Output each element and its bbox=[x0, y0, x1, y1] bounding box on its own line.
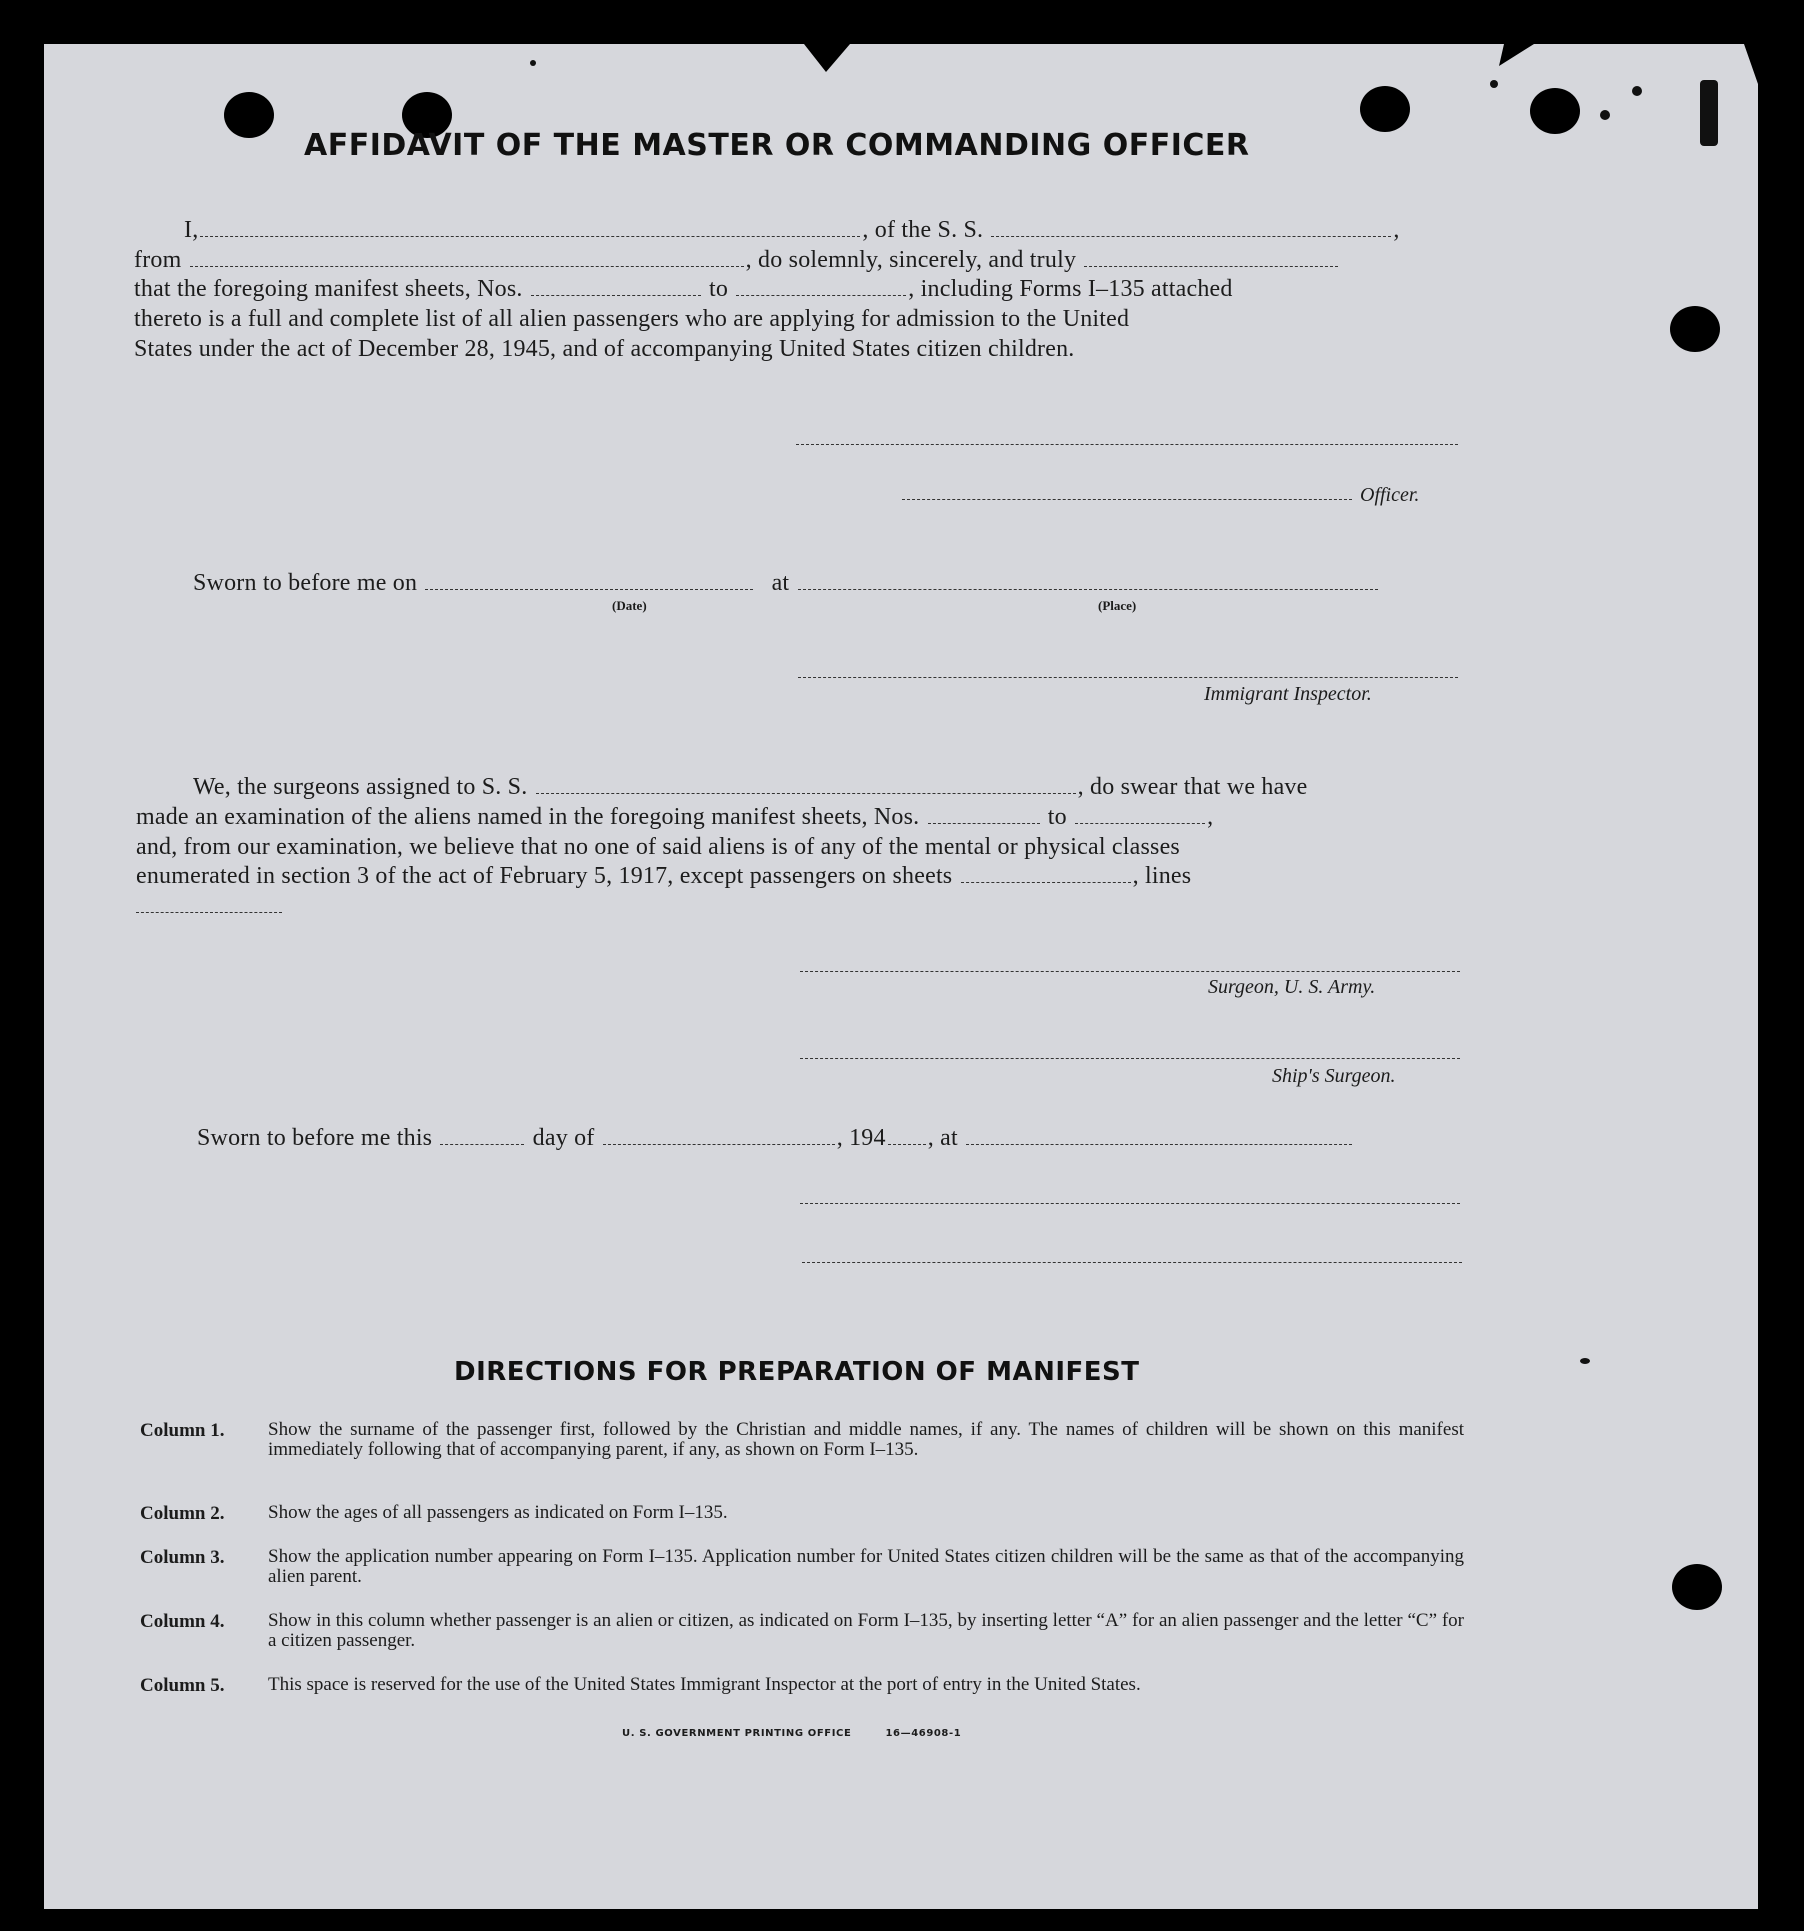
column-3-label: Column 3. bbox=[140, 1547, 225, 1568]
affidavit-text: , including Forms I–135 attached bbox=[908, 276, 1233, 302]
speck bbox=[1600, 110, 1610, 120]
inspector-label: Immigrant Inspector. bbox=[1204, 683, 1372, 705]
speck bbox=[1632, 86, 1642, 96]
affidavit-text: to bbox=[708, 276, 729, 302]
except-sheets-field[interactable] bbox=[961, 864, 1131, 883]
witness-signature-line-1[interactable] bbox=[800, 1203, 1460, 1204]
inspector-signature-line[interactable] bbox=[798, 677, 1458, 678]
affidavit-line-5: States under the act of December 28, 1945, and of accompanying United States citizen children. bbox=[134, 336, 1075, 362]
sworn-month-field[interactable] bbox=[603, 1126, 835, 1145]
printer-imprint bbox=[622, 1728, 961, 1739]
sworn-date-line bbox=[193, 570, 1380, 597]
place-caption: (Place) bbox=[1098, 598, 1137, 613]
column-5-label: Column 5. bbox=[140, 1675, 225, 1696]
directions-title: DIRECTIONS FOR PREPARATION OF MANIFEST bbox=[454, 1357, 1140, 1387]
sworn-text: at bbox=[771, 570, 790, 596]
page-title: AFFIDAVIT OF THE MASTER OR COMMANDING OFFICER bbox=[304, 128, 1250, 163]
ship-name-field[interactable] bbox=[991, 218, 1391, 237]
column-3-text: Show the application number appearing on Form I–135. Application number for United States citizen children will be the same as that of the accompanying alien parent. bbox=[268, 1546, 1464, 1587]
affidavit-line-2 bbox=[134, 247, 1340, 274]
column-2-text: Show the ages of all passengers as indicated on Form I–135. bbox=[268, 1502, 728, 1523]
column-4-label: Column 4. bbox=[140, 1611, 225, 1632]
army-surgeon-label: Surgeon, U. S. Army. bbox=[1208, 976, 1376, 998]
surgeons-line-2 bbox=[136, 804, 1213, 831]
affidavit-text: , do solemnly, sincerely, and truly bbox=[745, 247, 1077, 273]
from-field[interactable] bbox=[190, 248, 744, 267]
sworn-day-field[interactable] bbox=[440, 1126, 524, 1145]
surgeons-text: enumerated in section 3 of the act of February 5, 1917, except passengers on sheets bbox=[136, 863, 953, 889]
affidavit-text: I, bbox=[184, 217, 199, 243]
column-4-text: Show in this column whether passenger is an alien or citizen, as indicated on Form I–135, by inserting letter “A” for an alien passenger and the letter “C” for a citizen passenger. bbox=[268, 1610, 1464, 1651]
sworn-location-field[interactable] bbox=[966, 1126, 1352, 1145]
sworn-text: Sworn to before me on bbox=[193, 570, 418, 596]
affidavit-text: , bbox=[1393, 217, 1400, 243]
surgeons-text: We, the surgeons assigned to S. S. bbox=[193, 774, 528, 800]
column-1-label: Column 1. bbox=[140, 1420, 225, 1441]
printer-name: U. S. GOVERNMENT PRINTING OFFICE bbox=[622, 1728, 852, 1739]
punch-hole bbox=[1530, 88, 1580, 134]
surgeon-sheet-from-field[interactable] bbox=[928, 805, 1040, 824]
sworn-text: day of bbox=[532, 1125, 595, 1151]
ship-surgeon-label: Ship's Surgeon. bbox=[1272, 1065, 1396, 1087]
affidavit-text: that the foregoing manifest sheets, Nos. bbox=[134, 276, 523, 302]
column-1-text: Show the surname of the passenger first, followed by the Christian and middle names, if any. The names of children will be shown on this manifest immediately following that of accompanying parent, if any, as shown on Form I–135. bbox=[268, 1419, 1464, 1460]
speck bbox=[530, 60, 536, 66]
surgeons-line-1 bbox=[193, 774, 1307, 801]
sworn-text: , 194 bbox=[836, 1125, 886, 1151]
date-caption: (Date) bbox=[612, 598, 647, 613]
punch-hole bbox=[1672, 1564, 1722, 1610]
sworn-year-field[interactable] bbox=[888, 1126, 926, 1145]
surgeons-line-4 bbox=[136, 863, 1191, 890]
witness-signature-line-2[interactable] bbox=[802, 1262, 1462, 1263]
sheet-to-field[interactable] bbox=[736, 277, 906, 296]
affidavit-line-1 bbox=[184, 217, 1400, 244]
surgeons-text: , bbox=[1207, 804, 1214, 830]
surgeons-text: , do swear that we have bbox=[1077, 774, 1308, 800]
sworn-date-field[interactable] bbox=[425, 571, 753, 590]
surgeons-text: to bbox=[1047, 804, 1067, 830]
officer-signature-line[interactable] bbox=[796, 444, 1458, 445]
column-2-label: Column 2. bbox=[140, 1503, 225, 1524]
speck bbox=[1490, 80, 1498, 88]
form-code: 16—46908-1 bbox=[885, 1728, 962, 1739]
column-5-text: This space is reserved for the use of the United States Immigrant Inspector at the port of entry in the United States. bbox=[268, 1674, 1141, 1695]
ship-surgeon-signature-line[interactable] bbox=[800, 1058, 1460, 1059]
name-field[interactable] bbox=[200, 218, 860, 237]
sworn-text: , at bbox=[927, 1125, 958, 1151]
affidavit-text: from bbox=[134, 247, 182, 273]
surgeon-sheet-to-field[interactable] bbox=[1075, 805, 1205, 824]
affidavit-line-4: thereto is a full and complete list of all alien passengers who are applying for admission to the United bbox=[134, 306, 1130, 332]
army-surgeon-signature-line[interactable] bbox=[800, 971, 1460, 972]
surgeons-text: , lines bbox=[1132, 863, 1192, 889]
officer-title-line[interactable] bbox=[902, 499, 1352, 500]
officer-label: Officer. bbox=[1360, 484, 1420, 506]
affirmation-field[interactable] bbox=[1084, 248, 1338, 267]
punch-hole bbox=[224, 92, 274, 138]
surgeons-line-3: and, from our examination, we believe that no one of said aliens is of any of the mental or physical classes bbox=[136, 834, 1180, 860]
except-lines-field[interactable] bbox=[136, 912, 282, 913]
speck bbox=[1580, 1358, 1590, 1364]
sworn-place-field[interactable] bbox=[798, 571, 1378, 590]
surgeons-text: made an examination of the aliens named in the foregoing manifest sheets, Nos. bbox=[136, 804, 920, 830]
affidavit-line-3 bbox=[134, 276, 1233, 303]
sworn-text: Sworn to before me this bbox=[197, 1125, 433, 1151]
sheet-from-field[interactable] bbox=[531, 277, 701, 296]
affidavit-text: , of the S. S. bbox=[862, 217, 984, 243]
surgeon-ship-field[interactable] bbox=[536, 775, 1076, 794]
speck bbox=[1700, 80, 1718, 146]
punch-hole bbox=[1670, 306, 1720, 352]
punch-hole bbox=[1360, 86, 1410, 132]
sworn-day-line bbox=[197, 1125, 1354, 1152]
